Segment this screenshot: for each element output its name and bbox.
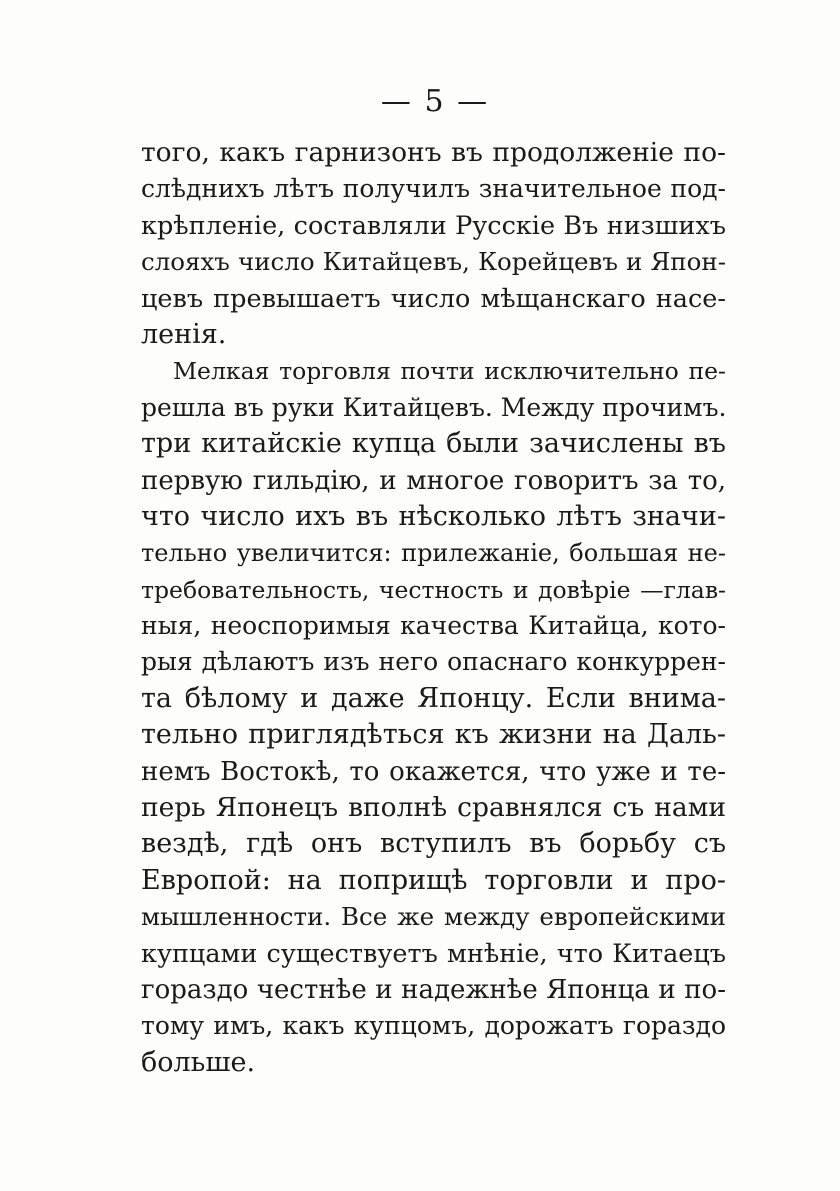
text-line: тому имъ, какъ купцомъ, дорожатъ гораздо: [141, 1011, 726, 1041]
text-line: Европой: на поприщѣ торговли и про-: [141, 864, 726, 896]
text-line: решла въ руки Китайцевъ. Между прочимъ.: [141, 392, 727, 422]
text-line: вездѣ, гдѣ онъ вступилъ въ борьбу съ: [141, 828, 726, 860]
text-line: требовательность, честность и довѣріе —глав-: [141, 575, 726, 604]
text-line: тельно увеличится: прилежаніе, большая не-: [141, 539, 726, 568]
body-text: [141, 135, 726, 1081]
text-line: ныя, неоспоримыя качества Китайца, кото-: [141, 611, 726, 641]
text-line: рыя дѣлаютъ изъ него опаснаго конкуррен-: [141, 647, 726, 677]
text-line: тельно приглядѣться къ жизни на Даль-: [141, 719, 726, 751]
text-line: перь Японецъ вполнѣ сравнялся съ нами: [141, 792, 726, 824]
text-line: гораздо честнѣе и надежнѣе Японца и по-: [141, 974, 726, 1005]
text-line: что число ихъ въ нѣсколько лѣтъ значи-: [141, 500, 726, 532]
text-line: слѣднихъ лѣтъ получилъ значительное под-: [141, 174, 726, 204]
page-number: — 5 —: [380, 84, 490, 119]
text-line: три китайскіе купца были зачислены въ: [141, 428, 726, 460]
text-line: купцами существуетъ мнѣніе, что Китаецъ: [141, 938, 726, 969]
text-line: та бѣлому и даже Японцу. Если внима-: [141, 682, 726, 714]
text-line: крѣпленіе, составляли Русскіе Въ низшихъ: [141, 210, 726, 241]
text-line: Мелкая торговля почти исключительно пе-: [173, 357, 726, 386]
text-line: первую гильдію, и многое говоритъ за то,: [141, 465, 726, 496]
text-line: цевъ превышаетъ число мѣщанскаго насе-: [141, 283, 726, 314]
text-line: того, какъ гарнизонъ въ продолженіе по-: [141, 137, 726, 168]
text-line: больше.: [141, 1046, 256, 1078]
text-line: немъ Востокѣ, то окажется, что уже и те-: [141, 756, 726, 787]
text-line: мышленности. Все же между европейскими: [141, 902, 726, 932]
text-line: слояхъ число Китайцевъ, Корейцевъ и Япон-: [141, 247, 726, 277]
text-line: ленія.: [141, 318, 227, 350]
